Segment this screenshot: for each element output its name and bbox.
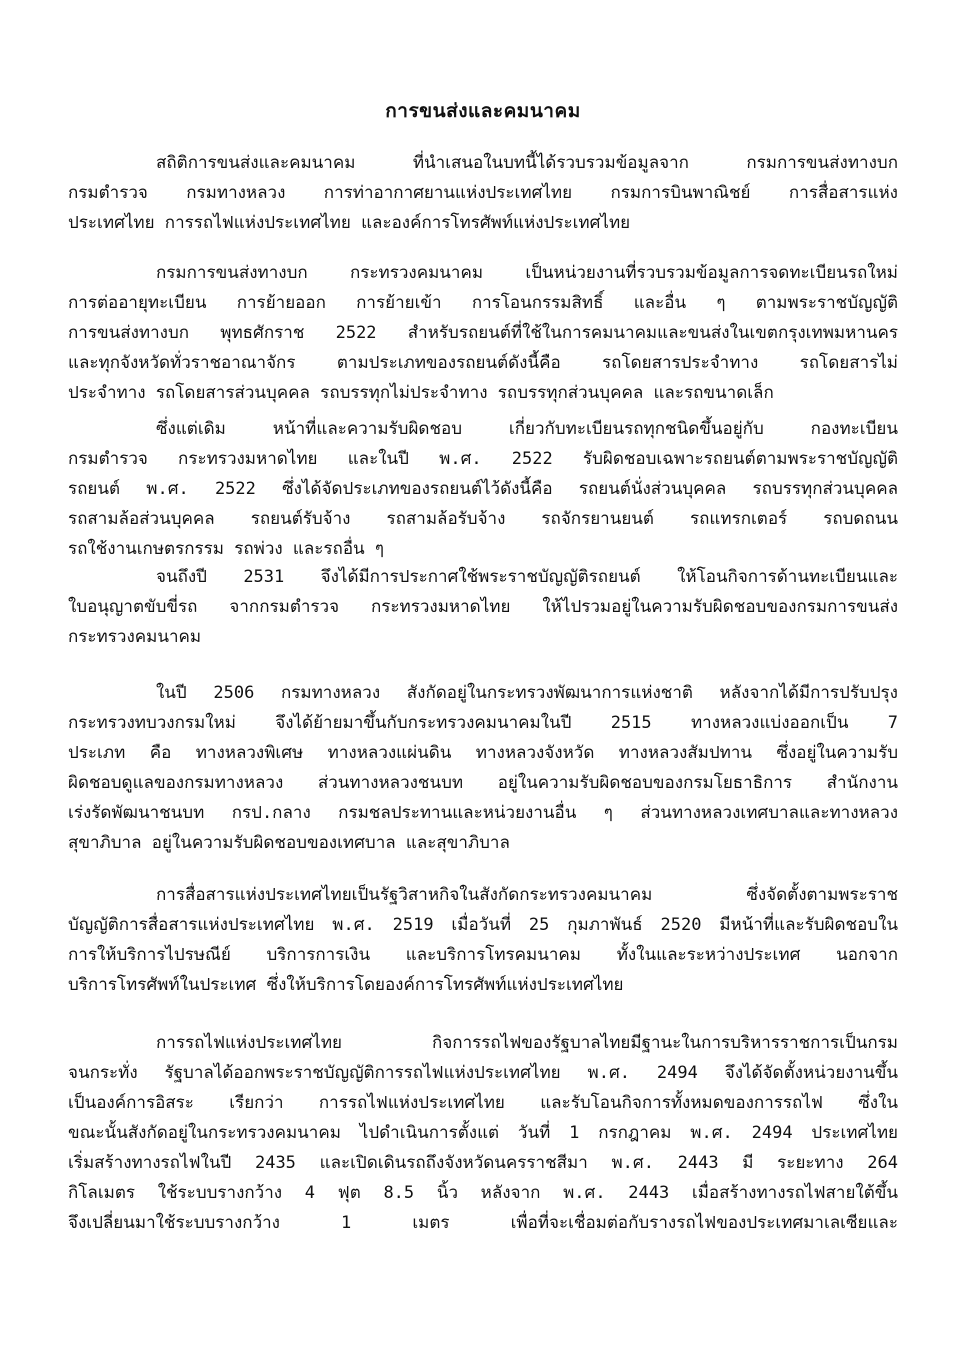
- text-line: จนกระทั่ง รัฐบาลได้ออกพระราชบัญญัติการรถไฟแห่งประเทศไทย พ.ศ. 2494 จึงได้จัดตั้งหน่วยงานขึ้น: [68, 1063, 898, 1083]
- text-line: บริการโทรศัพท์ในประเทศ ซึ่งให้บริการโดยองค์การโทรศัพท์แห่งประเทศไทย: [68, 975, 624, 995]
- text-line: กรมการขนส่งทางบก กระทรวงคมนาคม เป็นหน่วยงานที่รวบรวมข้อมูลการจดทะเบียนรถใหม่: [156, 263, 898, 283]
- text-line: การสื่อสารแห่งประเทศไทยเป็นรัฐวิสาหกิจในสังกัดกระทรวงคมนาคม ซึ่งจัดตั้งตามพระราช: [156, 885, 898, 905]
- text-line: ในปี 2506 กรมทางหลวง สังกัดอยู่ในกระทรวงพัฒนาการแห่งชาติ หลังจากได้มีการปรับปรุง: [156, 683, 898, 703]
- text-line: การขนส่งทางบก พุทธศักราช 2522 สำหรับรถยนต์ที่ใช้ในการคมนาคมและขนส่งในเขตกรุงเทพมหานคร: [68, 323, 898, 343]
- text-line: รถยนต์ พ.ศ. 2522 ซึ่งได้จัดประเภทของรถยนต์ไว้ดังนี้คือ รถยนต์นั่งส่วนบุคคล รถบรรทุกส่วนบุคคล: [68, 479, 898, 499]
- text-line: ประเทศไทย การรถไฟแห่งประเทศไทย และองค์การโทรศัพท์แห่งประเทศไทย: [68, 213, 631, 233]
- text-line: ประจำทาง รถโดยสารส่วนบุคคล รถบรรทุกไม่ประจำทาง รถบรรทุกส่วนบุคคล และรถขนาดเล็ก: [68, 383, 774, 403]
- text-line: เร่งรัดพัฒนาชนบท กรป.กลาง กรมชลประทานและหน่วยงานอื่น ๆ ส่วนทางหลวงเทศบาลและทางหลวง: [68, 803, 898, 823]
- paragraph-registration-history: [68, 414, 898, 564]
- text-line: และทุกจังหวัดทั่วราชอาณาจักร ตามประเภทของรถยนต์ดังนี้คือ รถโดยสารประจำทาง รถโดยสารไม่: [68, 353, 898, 373]
- text-line: กรมตำรวจ กรมทางหลวง การท่าอากาศยานแห่งประเทศไทย กรมการบินพาณิชย์ การสื่อสารแห่ง: [68, 183, 898, 203]
- text-line: ผิดชอบดูแลของกรมทางหลวง ส่วนทางหลวงชนบท อยู่ในความรับผิดชอบของกรมโยธาธิการ สำนักงาน: [68, 773, 898, 793]
- paragraph-vehicle-act: [68, 562, 898, 652]
- text-line: การต่ออายุทะเบียน การย้ายออก การย้ายเข้า การโอนกรรมสิทธิ์ และอื่น ๆ ตามพระราชบัญญัติ: [68, 293, 898, 313]
- text-line: กระทรวงคมนาคม: [68, 627, 202, 647]
- text-line: ซึ่งแต่เดิม หน้าที่และความรับผิดชอบ เกี่ยวกับทะเบียนรถทุกชนิดขึ้นอยู่กับ กองทะเบียน: [156, 419, 898, 439]
- text-line: รถใช้งานเกษตรกรรม รถพ่วง และรถอื่น ๆ: [68, 539, 385, 559]
- paragraph-communications: [68, 880, 898, 1000]
- page-title: การขนส่งและคมนาคม: [385, 100, 581, 122]
- text-line: เริ่มสร้างทางรถไฟในปี 2435 และเปิดเดินรถถึงจังหวัดนครราชสีมา พ.ศ. 2443 มี ระยะทาง 264: [68, 1153, 898, 1173]
- text-line: ใบอนุญาตขับขี่รถ จากกรมตำรวจ กระทรวงมหาดไทย ให้ไปรวมอยู่ในความรับผิดชอบของกรมการขนส่ง: [68, 597, 898, 617]
- text-line: กิโลเมตร ใช้ระบบรางกว้าง 4 ฟุต 8.5 นิ้ว หลังจาก พ.ศ. 2443 เมื่อสร้างทางรถไฟสายใต้ขึ้น: [68, 1183, 898, 1203]
- text-line: จึงเปลี่ยนมาใช้ระบบรางกว้าง 1 เมตร เพื่อที่จะเชื่อมต่อกับรางรถไฟของประเทศมาเลเซียและ: [68, 1213, 898, 1233]
- text-line: สถิติการขนส่งและคมนาคม ที่นำเสนอในบทนี้ได้รวบรวมข้อมูลจาก กรมการขนส่งทางบก: [156, 153, 898, 173]
- text-line: กระทรวงทบวงกรมใหม่ จึงได้ย้ายมาขึ้นกับกระทรวงคมนาคมในปี 2515 ทางหลวงแบ่งออกเป็น 7: [68, 713, 898, 733]
- text-line: การรถไฟแห่งประเทศไทย กิจการรถไฟของรัฐบาลไทยมีฐานะในการบริหารราชการเป็นกรม: [156, 1033, 898, 1053]
- text-line: การให้บริการไปรษณีย์ บริการการเงิน และบริการโทรคมนาคม ทั้งในและระหว่างประเทศ นอกจาก: [68, 945, 898, 965]
- text-line: ประเภท คือ ทางหลวงพิเศษ ทางหลวงแผ่นดิน ทางหลวงจังหวัด ทางหลวงสัมปทาน ซึ่งอยู่ในความรับ: [68, 743, 898, 763]
- text-line: บัญญัติการสื่อสารแห่งประเทศไทย พ.ศ. 2519 เมื่อวันที่ 25 กุมภาพันธ์ 2520 มีหน้าที่และรับผิดชอบใน: [68, 915, 898, 935]
- text-line: รถสามล้อส่วนบุคคล รถยนต์รับจ้าง รถสามล้อรับจ้าง รถจักรยานยนต์ รถแทรกเตอร์ รถบดถนน: [68, 509, 898, 529]
- text-line: จนถึงปี 2531 จึงได้มีการประกาศใช้พระราชบัญญัติรถยนต์ ให้โอนกิจการด้านทะเบียนและ: [156, 567, 898, 587]
- text-line: สุขาภิบาล อยู่ในความรับผิดชอบของเทศบาล และสุขาภิบาล: [68, 833, 510, 853]
- text-line: เป็นองค์การอิสระ เรียกว่า การรถไฟแห่งประเทศไทย และรับโอนกิจการทั้งหมดของการรถไฟ ซึ่งใน: [68, 1093, 898, 1113]
- paragraph-data-sources: [68, 148, 898, 238]
- paragraph-highways: [68, 678, 898, 858]
- paragraph-land-transport: [68, 258, 898, 408]
- text-line: ขณะนั้นสังกัดอยู่ในกระทรวงคมนาคม ไปดำเนินการตั้งแต่ วันที่ 1 กรกฎาคม พ.ศ. 2494 ประเทศไทย: [68, 1123, 898, 1143]
- paragraph-railway: [68, 1028, 898, 1238]
- text-line: กรมตำรวจ กระทรวงมหาดไทย และในปี พ.ศ. 2522 รับผิดชอบเฉพาะรถยนต์ตามพระราชบัญญัติ: [68, 449, 898, 469]
